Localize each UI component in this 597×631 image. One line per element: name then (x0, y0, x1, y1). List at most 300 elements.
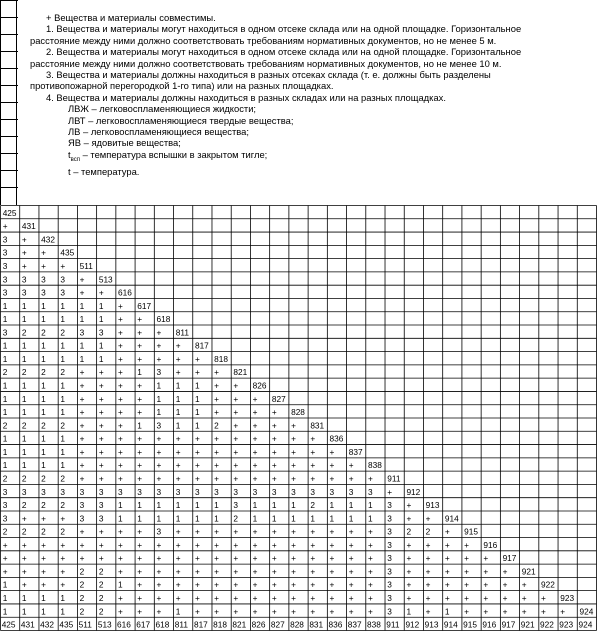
matrix-cell: + (271, 526, 277, 537)
matrix-cell: + (194, 367, 200, 378)
matrix-cell: 3 (156, 420, 162, 431)
diagonal-code-label: 913 (425, 500, 440, 511)
matrix-cell: + (214, 407, 220, 418)
matrix-cell: 1 (41, 353, 46, 364)
matrix-cell: 3 (387, 539, 392, 550)
legend-line: 1. Вещества и материалы могут находиться в одном отсеке склада или на одной площадке. Горизонтальное (46, 23, 522, 35)
matrix-cell: + (310, 566, 316, 577)
matrix-cell: + (329, 446, 335, 457)
diagonal-code-label: 826 (252, 380, 267, 391)
matrix-cell: + (118, 593, 123, 604)
matrix-cell: 3 (2, 260, 8, 271)
matrix-cell: 1 (21, 433, 27, 444)
matrix-cell: + (233, 420, 239, 431)
compatibility-matrix (0, 205, 597, 631)
matrix-cell: 1 (79, 300, 85, 311)
matrix-cell: 1 (98, 340, 104, 351)
matrix-cell: + (271, 566, 277, 577)
matrix-cell: 3 (79, 327, 85, 338)
matrix-cell: 1 (60, 460, 66, 471)
matrix-cell: + (194, 353, 200, 364)
legend-line: 3. Вещества и материалы должны находиться в разных отсеках склада (т. е. должны быть разделены (46, 69, 491, 81)
matrix-cell: + (252, 606, 258, 617)
matrix-cell: 2 (2, 473, 8, 484)
matrix-cell: + (406, 579, 412, 590)
matrix-cell: + (98, 553, 104, 564)
matrix-cell: + (79, 473, 85, 484)
matrix-cell: 3 (367, 486, 373, 497)
diagonal-code-label: 821 (233, 367, 248, 378)
matrix-cell: 1 (118, 579, 123, 590)
footer-code-label: 912 (405, 619, 420, 630)
matrix-cell: 1 (2, 446, 8, 457)
diagonal-code-label: 618 (156, 314, 171, 325)
matrix-cell: 1 (118, 500, 123, 511)
matrix-cell: 3 (2, 234, 8, 245)
footer-code-label: 432 (40, 619, 54, 630)
matrix-cell: 1 (175, 606, 181, 617)
matrix-cell: 1 (2, 460, 8, 471)
matrix-cell: 3 (60, 486, 66, 497)
matrix-cell: + (252, 460, 258, 471)
matrix-cell: + (329, 460, 335, 471)
matrix-cell: + (329, 526, 335, 537)
matrix-cell: 2 (60, 500, 66, 511)
matrix-cell: + (175, 446, 181, 457)
matrix-cell: + (2, 221, 8, 232)
matrix-cell: 1 (41, 433, 46, 444)
matrix-cell: + (98, 460, 104, 471)
matrix-cell: + (252, 526, 258, 537)
matrix-cell: + (156, 433, 162, 444)
matrix-cell: + (406, 539, 412, 550)
diagonal-code-label: 838 (367, 460, 382, 471)
matrix-cell: 1 (41, 606, 46, 617)
matrix-cell: + (194, 566, 200, 577)
matrix-cell: 3 (98, 513, 104, 524)
matrix-cell: + (233, 593, 239, 604)
legend-side-tick (1, 170, 18, 171)
legend-side-tick (1, 17, 18, 18)
matrix-cell: + (118, 606, 123, 617)
matrix-cell: 2 (406, 526, 412, 537)
matrix-cell: + (291, 566, 296, 577)
matrix-cell: + (118, 393, 123, 404)
legend-line: расстояние между ними должно соответствовать требованиям нормативных документов, но не менее 10 м. (30, 57, 502, 69)
legend-symbol-t: t (68, 148, 71, 160)
matrix-cell: + (271, 539, 277, 550)
matrix-cell: + (118, 553, 123, 564)
footer-code-label: 836 (328, 619, 343, 630)
footer-code-label: 921 (520, 619, 535, 630)
matrix-cell: 3 (387, 500, 392, 511)
matrix-cell: 2 (21, 420, 27, 431)
matrix-cell: 1 (60, 407, 66, 418)
diagonal-code-label: 923 (560, 593, 575, 604)
matrix-cell: + (98, 526, 104, 537)
matrix-cell: 3 (233, 500, 239, 511)
matrix-cell: + (137, 539, 143, 550)
matrix-cell: 1 (175, 380, 181, 391)
matrix-cell: + (156, 340, 162, 351)
matrix-cell: + (348, 566, 354, 577)
matrix-cell: + (137, 407, 143, 418)
matrix-cell: + (233, 526, 239, 537)
matrix-cell: 3 (387, 606, 392, 617)
footer-code-label: 818 (213, 619, 228, 630)
matrix-cell: + (291, 473, 296, 484)
matrix-cell: + (483, 566, 489, 577)
matrix-cell: 2 (2, 367, 8, 378)
matrix-cell: + (444, 553, 450, 564)
matrix-cell: + (21, 566, 27, 577)
footer-code-label: 924 (578, 619, 593, 630)
matrix-cell: + (79, 380, 85, 391)
matrix-cell: 1 (2, 433, 8, 444)
matrix-cell: + (118, 446, 123, 457)
matrix-cell: + (60, 566, 66, 577)
matrix-cell: 1 (271, 513, 277, 524)
matrix-cell: + (41, 553, 47, 564)
diagonal-code-label: 837 (348, 446, 363, 457)
matrix-cell: + (214, 446, 220, 457)
legend-side-tick (1, 85, 18, 86)
matrix-cell: + (156, 539, 162, 550)
diagonal-code-label: 827 (271, 393, 286, 404)
matrix-cell: 1 (41, 380, 46, 391)
footer-code-label: 821 (232, 619, 247, 630)
matrix-cell: 1 (175, 513, 181, 524)
matrix-cell: + (348, 473, 354, 484)
matrix-cell: + (175, 433, 181, 444)
matrix-cell: 2 (2, 526, 8, 537)
matrix-cell: + (310, 593, 316, 604)
matrix-cell: + (464, 539, 469, 550)
matrix-cell: + (118, 433, 123, 444)
matrix-cell: + (98, 367, 104, 378)
matrix-cell: + (444, 526, 450, 537)
matrix-cell: + (137, 327, 143, 338)
footer-code-label: 914 (443, 619, 458, 630)
matrix-cell: 3 (387, 553, 392, 564)
matrix-cell: + (233, 380, 239, 391)
matrix-cell: + (233, 606, 239, 617)
matrix-cell: 1 (60, 340, 66, 351)
matrix-cell: 1 (118, 513, 123, 524)
matrix-cell: 1 (60, 393, 66, 404)
matrix-cell: + (291, 446, 296, 457)
matrix-cell: + (425, 579, 431, 590)
matrix-cell: 2 (60, 420, 66, 431)
legend-side-tick (1, 0, 18, 1)
matrix-cell: 1 (175, 407, 181, 418)
matrix-cell: 1 (310, 513, 315, 524)
matrix-cell: 1 (444, 606, 450, 617)
matrix-cell: + (367, 579, 373, 590)
matrix-cell: + (367, 593, 373, 604)
matrix-cell: 2 (21, 526, 27, 537)
matrix-cell: + (291, 579, 296, 590)
matrix-cell: 3 (387, 526, 392, 537)
matrix-cell: + (79, 460, 85, 471)
matrix-cell: + (98, 407, 104, 418)
matrix-cell: 3 (41, 274, 46, 285)
matrix-cell: + (175, 353, 181, 364)
matrix-cell: + (118, 340, 123, 351)
matrix-cell: 3 (2, 500, 8, 511)
footer-code-label: 617 (136, 619, 151, 630)
matrix-cell: 1 (41, 460, 46, 471)
legend-side-tick (1, 153, 18, 154)
matrix-cell: + (329, 566, 335, 577)
matrix-cell: + (137, 340, 143, 351)
matrix-cell: + (118, 460, 123, 471)
matrix-cell: 3 (348, 486, 354, 497)
matrix-cell: 1 (156, 513, 162, 524)
matrix-cell: 2 (21, 367, 27, 378)
matrix-cell: + (214, 460, 220, 471)
matrix-cell: + (175, 539, 181, 550)
matrix-cell: + (329, 473, 335, 484)
matrix-cell: + (483, 553, 489, 564)
matrix-cell: 2 (214, 420, 219, 431)
footer-code-label: 917 (501, 619, 516, 630)
diagonal-code-label: 811 (175, 327, 189, 338)
matrix-cell: + (79, 367, 85, 378)
matrix-cell: 1 (2, 353, 8, 364)
matrix-cell: 1 (156, 500, 162, 511)
matrix-cell: 2 (98, 606, 104, 617)
matrix-cell: + (214, 553, 220, 564)
matrix-cell: + (329, 553, 335, 564)
matrix-cell: + (329, 593, 335, 604)
matrix-cell: 1 (21, 460, 27, 471)
matrix-cell: + (233, 407, 239, 418)
matrix-cell: + (464, 593, 469, 604)
matrix-cell: 1 (60, 593, 66, 604)
matrix-cell: 2 (98, 593, 104, 604)
matrix-cell: 1 (21, 340, 27, 351)
matrix-cell: 1 (175, 420, 181, 431)
matrix-cell: 3 (156, 486, 162, 497)
matrix-cell: + (252, 393, 258, 404)
matrix-cell: 1 (41, 314, 46, 325)
matrix-cell: + (252, 433, 258, 444)
matrix-cell: + (252, 553, 258, 564)
matrix-cell: + (348, 460, 354, 471)
matrix-cell: 3 (2, 486, 8, 497)
matrix-cell: + (444, 539, 450, 550)
matrix-cell: 1 (2, 407, 8, 418)
matrix-cell: + (483, 593, 489, 604)
matrix-cell: 2 (79, 593, 85, 604)
matrix-cell: 1 (367, 500, 373, 511)
matrix-cell: + (406, 566, 412, 577)
matrix-cell: + (348, 553, 354, 564)
matrix-cell: 1 (329, 500, 335, 511)
diagonal-code-label: 431 (21, 221, 36, 232)
legend-line: расстояние между ними должно соответствовать требованиям нормативных документов, но не менее 5 м. (30, 34, 497, 46)
matrix-cell: + (464, 566, 469, 577)
matrix-cell: + (156, 473, 162, 484)
matrix-cell: + (252, 579, 258, 590)
matrix-cell: + (521, 579, 527, 590)
matrix-cell: + (348, 579, 354, 590)
matrix-cell: + (406, 553, 412, 564)
matrix-cell: + (348, 593, 354, 604)
matrix-cell: + (252, 593, 258, 604)
matrix-cell: + (41, 513, 47, 524)
matrix-cell: + (79, 526, 85, 537)
legend-side-tick (1, 51, 18, 52)
matrix-cell: 1 (252, 513, 258, 524)
legend-side-tick (1, 119, 18, 120)
matrix-cell: 1 (214, 500, 219, 511)
matrix-cell: + (233, 460, 239, 471)
matrix-cell: + (21, 247, 27, 258)
matrix-cell: + (310, 460, 316, 471)
matrix-cell: + (425, 513, 431, 524)
matrix-cell: + (175, 340, 181, 351)
matrix-cell: + (291, 526, 296, 537)
matrix-cell: 1 (41, 393, 46, 404)
matrix-cell: + (252, 420, 258, 431)
matrix-cell: 3 (387, 566, 392, 577)
matrix-cell: 1 (79, 340, 85, 351)
matrix-cell: + (118, 566, 123, 577)
matrix-cell: 1 (194, 420, 200, 431)
matrix-cell: 1 (60, 353, 66, 364)
matrix-cell: + (175, 367, 181, 378)
legend-side-tick (1, 136, 18, 137)
matrix-cell: + (271, 420, 277, 431)
matrix-cell: + (271, 446, 277, 457)
footer-code-label: 817 (193, 619, 208, 630)
matrix-cell: + (21, 553, 27, 564)
matrix-cell: + (214, 526, 220, 537)
matrix-cell: + (233, 446, 239, 457)
matrix-cell: 1 (2, 393, 8, 404)
matrix-cell: + (233, 553, 239, 564)
legend-side-tick (1, 68, 18, 69)
footer-code-label: 618 (155, 619, 170, 630)
matrix-cell: + (502, 606, 508, 617)
diagonal-code-label: 432 (41, 234, 55, 245)
legend-line: противопожарной перегородкой 1-го типа) или на разных площадках. (30, 80, 334, 92)
matrix-cell: 3 (214, 486, 219, 497)
matrix-cell: 1 (291, 500, 296, 511)
matrix-cell: 2 (79, 579, 85, 590)
matrix-cell: + (233, 433, 239, 444)
matrix-grid (0, 205, 597, 631)
matrix-cell: + (98, 380, 104, 391)
matrix-cell: + (291, 593, 296, 604)
matrix-cell: + (98, 473, 104, 484)
matrix-cell: 1 (156, 380, 162, 391)
diagonal-code-label: 836 (329, 433, 344, 444)
diagonal-code-label: 831 (310, 420, 325, 431)
matrix-cell: + (233, 579, 239, 590)
matrix-cell: 3 (387, 593, 392, 604)
matrix-cell: + (291, 433, 296, 444)
matrix-cell: + (137, 473, 143, 484)
matrix-cell: 1 (137, 367, 142, 378)
matrix-cell: + (98, 393, 104, 404)
matrix-cell: + (98, 420, 104, 431)
matrix-cell: + (98, 433, 104, 444)
diagonal-code-label: 912 (406, 486, 421, 497)
matrix-cell: + (79, 407, 85, 418)
matrix-cell: + (137, 433, 143, 444)
matrix-cell: + (271, 553, 277, 564)
diagonal-code-label: 911 (387, 473, 401, 484)
matrix-cell: 3 (291, 486, 296, 497)
diagonal-code-label: 435 (60, 247, 75, 258)
footer-code-label: 923 (559, 619, 574, 630)
matrix-cell: + (367, 473, 373, 484)
footer-code-label: 915 (463, 619, 477, 630)
footer-code-label: 913 (424, 619, 439, 630)
matrix-cell: + (271, 460, 277, 471)
matrix-cell: + (214, 367, 220, 378)
diagonal-code-label: 924 (579, 606, 594, 617)
matrix-cell: 2 (21, 327, 27, 338)
matrix-cell: + (194, 460, 200, 471)
matrix-cell: + (233, 473, 239, 484)
matrix-cell: 3 (387, 579, 392, 590)
matrix-cell: + (175, 473, 181, 484)
matrix-cell: 1 (41, 446, 46, 457)
diagonal-code-label: 616 (118, 287, 132, 298)
matrix-cell: 1 (21, 593, 27, 604)
matrix-cell: 3 (2, 513, 8, 524)
matrix-cell: 3 (98, 327, 104, 338)
legend-line: + Вещества и материалы совместимы. (46, 12, 216, 23)
footer-code-label: 431 (20, 619, 35, 630)
matrix-cell: 2 (2, 420, 8, 431)
matrix-cell: 3 (194, 486, 200, 497)
legend-side-tick (1, 34, 18, 35)
matrix-cell: 3 (79, 486, 85, 497)
matrix-cell: 2 (60, 327, 66, 338)
matrix-cell: + (137, 593, 143, 604)
matrix-cell: + (175, 460, 181, 471)
legend-line: ЛВТ – легковоспламеняющиеся твердые вещества; (68, 114, 294, 126)
matrix-cell: + (137, 353, 143, 364)
matrix-cell: + (252, 566, 258, 577)
matrix-cell: + (521, 593, 527, 604)
matrix-cell: 1 (406, 606, 412, 617)
matrix-cell: 2 (79, 606, 85, 617)
matrix-cell: 1 (137, 500, 142, 511)
matrix-cell: 1 (79, 314, 85, 325)
matrix-cell: 2 (60, 473, 66, 484)
diagonal-code-label: 513 (98, 274, 113, 285)
matrix-cell: + (194, 539, 200, 550)
matrix-cell: 3 (271, 486, 277, 497)
matrix-cell: + (310, 526, 316, 537)
matrix-cell: 1 (98, 300, 104, 311)
matrix-cell: + (310, 539, 316, 550)
matrix-cell: + (98, 287, 104, 298)
matrix-cell: + (214, 606, 220, 617)
matrix-cell: + (329, 539, 335, 550)
matrix-cell: 1 (60, 446, 66, 457)
footer-code-label: 513 (97, 619, 112, 630)
matrix-cell: 3 (2, 327, 8, 338)
matrix-cell: 1 (41, 300, 46, 311)
diagonal-code-label: 511 (79, 260, 93, 271)
